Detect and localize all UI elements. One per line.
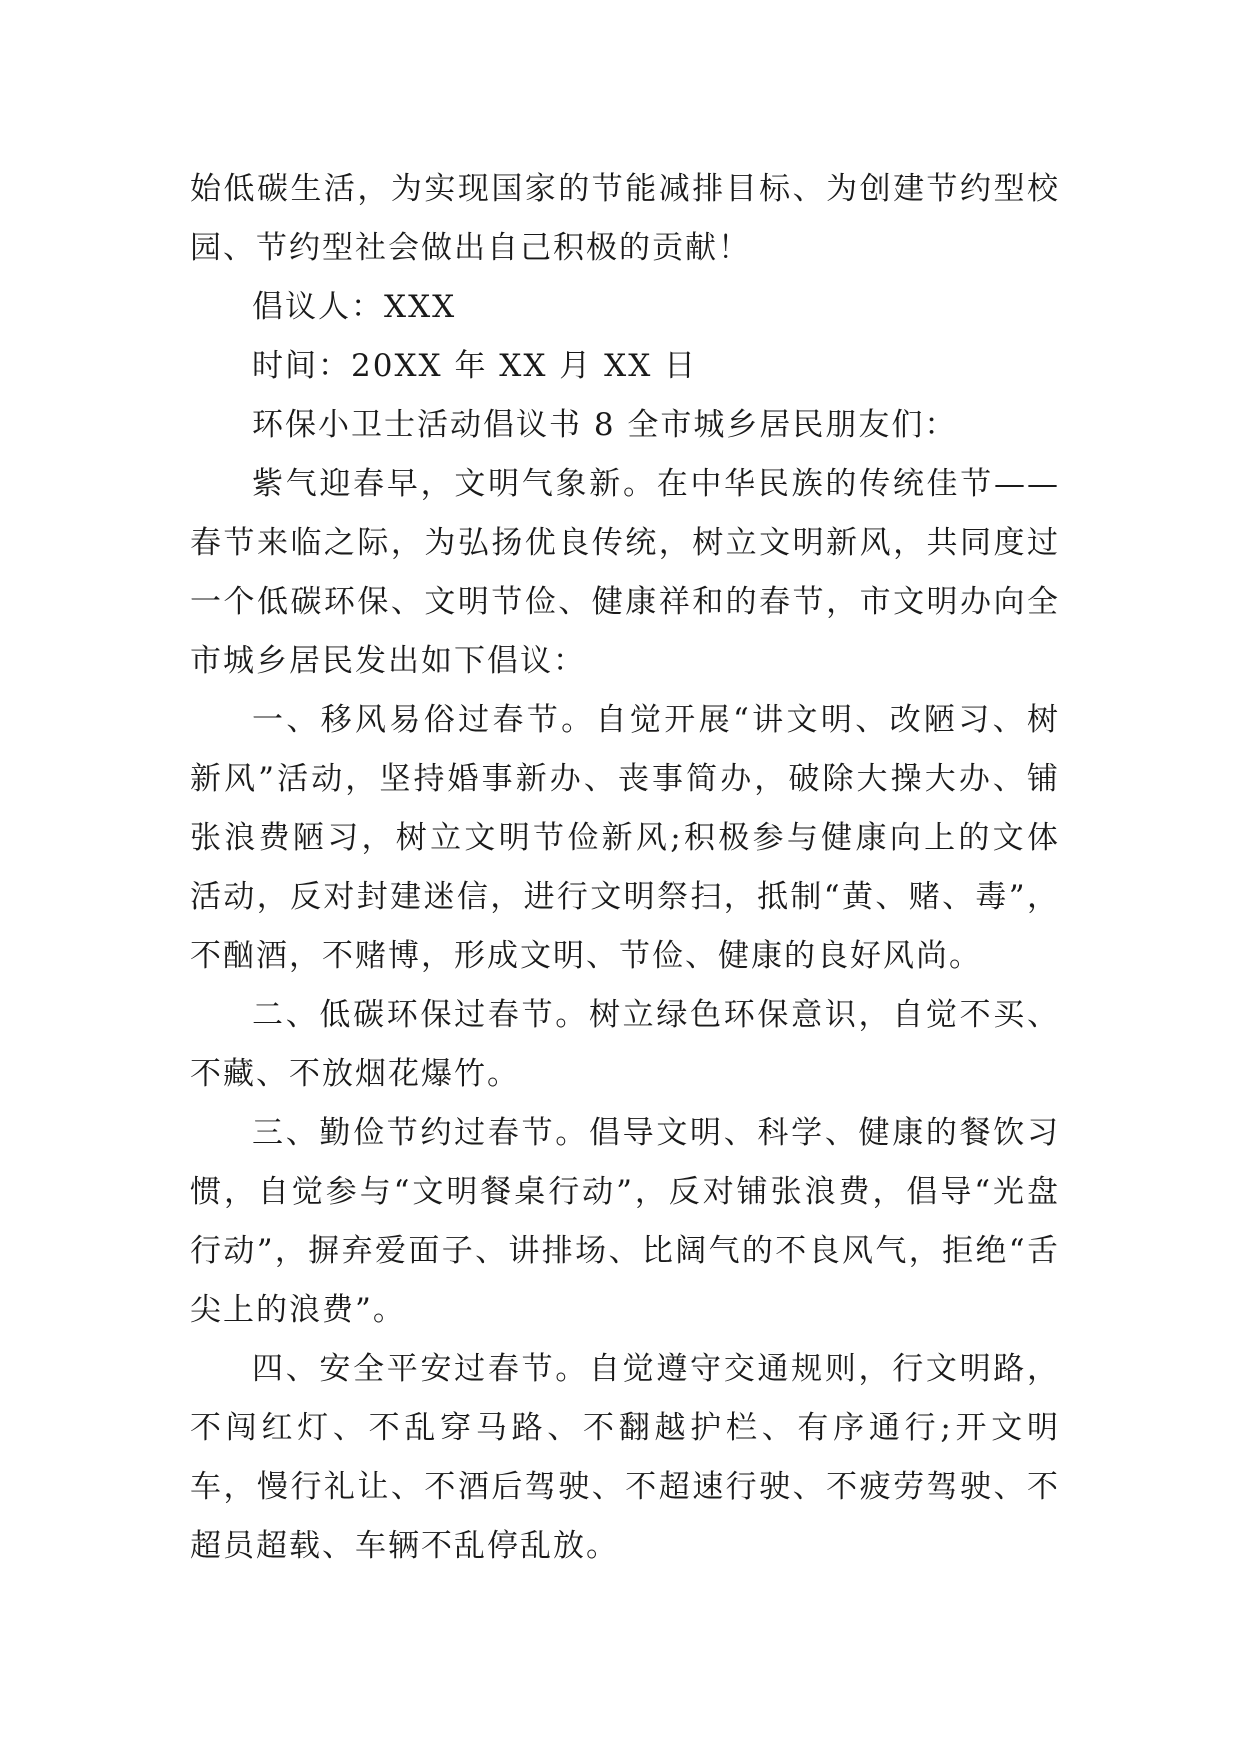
document-body: [190, 160, 1060, 1576]
paragraph-date: 时间：20XX 年 XX 月 XX 日: [252, 348, 698, 384]
paragraph-continuation: 始低碳生活，为实现国家的节能减排目标、为创建节约型校园、节约型社会做出自己积极的贡献！: [190, 171, 1060, 266]
paragraph-item-4: 四、安全平安过春节。自觉遵守交通规则，行文明路，不闯红灯、不乱穿马路、不翻越护栏、有序通行;开文明车，慢行礼让、不酒后驾驶、不超速行驶、不疲劳驾驶、不超员超载、车辆不乱停乱放。: [190, 1351, 1060, 1564]
paragraph-initiator: 倡议人：XXX: [252, 289, 457, 325]
paragraph-item-2: 二、低碳环保过春节。树立绿色环保意识，自觉不买、不藏、不放烟花爆竹。: [190, 997, 1060, 1092]
paragraph-title-salutation: 环保小卫士活动倡议书 8 全市城乡居民朋友们：: [252, 407, 958, 443]
paragraph-item-3: 三、勤俭节约过春节。倡导文明、科学、健康的餐饮习惯，自觉参与“文明餐桌行动”，反对铺张浪费，倡导“光盘行动”，摒弃爱面子、讲排场、比阔气的不良风气，拒绝“舌尖上的浪费”。: [190, 1115, 1060, 1328]
paragraph-intro: 紫气迎春早，文明气象新。在中华民族的传统佳节——春节来临之际，为弘扬优良传统，树立文明新风，共同度过一个低碳环保、文明节俭、健康祥和的春节，市文明办向全市城乡居民发出如下倡议：: [190, 466, 1060, 679]
paragraph-item-1: 一、移风易俗过春节。自觉开展“讲文明、改陋习、树新风”活动，坚持婚事新办、丧事简办，破除大操大办、铺张浪费陋习，树立文明节俭新风;积极参与健康向上的文体活动，反对封建迷信，进行文明祭扫，抵制“黄、赌、毒”，不酗酒，不赌博，形成文明、节俭、健康的良好风尚。: [190, 702, 1060, 974]
